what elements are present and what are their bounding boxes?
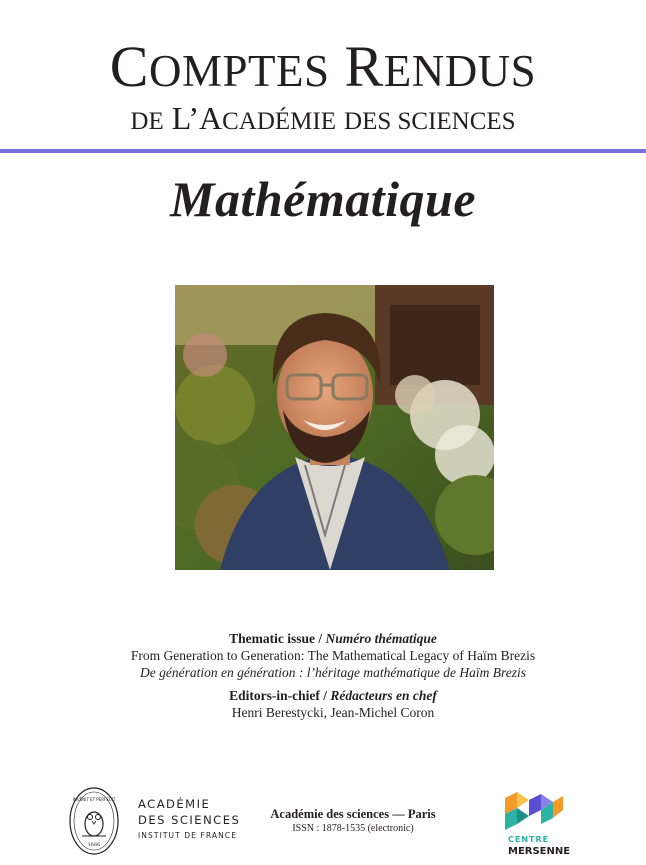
- discipline-title: Mathématique: [169, 171, 477, 227]
- issue-label-separator: /: [318, 631, 323, 646]
- issue-title-fr: [0, 664, 646, 681]
- title-initial-r: R: [344, 34, 384, 99]
- issn-line: ISSN : 1878-1535 (electronic): [292, 823, 414, 834]
- mersenne-line-2: MERSENNE: [508, 846, 571, 857]
- title-divider: [0, 149, 646, 153]
- issue-title-fr-text: De génération en génération : l’héritage mathématique de Haïm Brezis: [139, 665, 527, 680]
- editors-label-fr: Rédacteurs en chef: [330, 688, 437, 703]
- journal-title: [0, 34, 646, 104]
- portrait-image: [175, 285, 494, 570]
- academie-seal-icon: [68, 786, 120, 856]
- seal-motto: INVENIT ET PERFECIT: [72, 797, 116, 802]
- subtitle-initial-a: L’A: [171, 100, 223, 136]
- subtitle-word-de: DE: [130, 108, 164, 135]
- cover-photo: [175, 285, 494, 570]
- seal-year: 1666: [87, 842, 101, 848]
- editors-label-separator: /: [323, 688, 328, 703]
- issue-title-en: From Generation to Generation: The Mathematical Legacy of Haïm Brezis: [130, 648, 536, 663]
- mersenne-logo-icon: [505, 790, 563, 832]
- editors-label: [0, 687, 646, 704]
- journal-subtitle: [0, 100, 646, 140]
- issue-label-fr: Numéro thématique: [325, 631, 437, 646]
- academie-line-1: ACADÉMIE: [138, 797, 211, 811]
- issue-label-en: Thematic issue: [229, 631, 315, 646]
- subtitle-words-des-sciences: DES SCIENCES: [344, 108, 516, 135]
- publisher-block: [248, 806, 458, 836]
- title-initial-c: C: [109, 34, 149, 99]
- publisher-name: Académie des sciences — Paris: [270, 807, 436, 821]
- academie-line-2: DES SCIENCES: [138, 813, 241, 827]
- editors-names: Henri Berestycki, Jean-Michel Coron: [231, 705, 435, 720]
- academie-line-3: INSTITUT DE FRANCE: [138, 831, 238, 840]
- mersenne-wordmark: [508, 834, 570, 858]
- mersenne-line-1: CENTRE: [508, 835, 550, 844]
- title-word-rendus: ENDUS: [383, 46, 537, 96]
- editors-label-en: Editors-in-chief: [229, 688, 320, 703]
- subtitle-word-academie: CADÉMIE: [222, 108, 337, 135]
- issue-label: [0, 630, 646, 647]
- title-word-comptes: OMPTES: [148, 46, 330, 96]
- academie-wordmark: [138, 796, 240, 844]
